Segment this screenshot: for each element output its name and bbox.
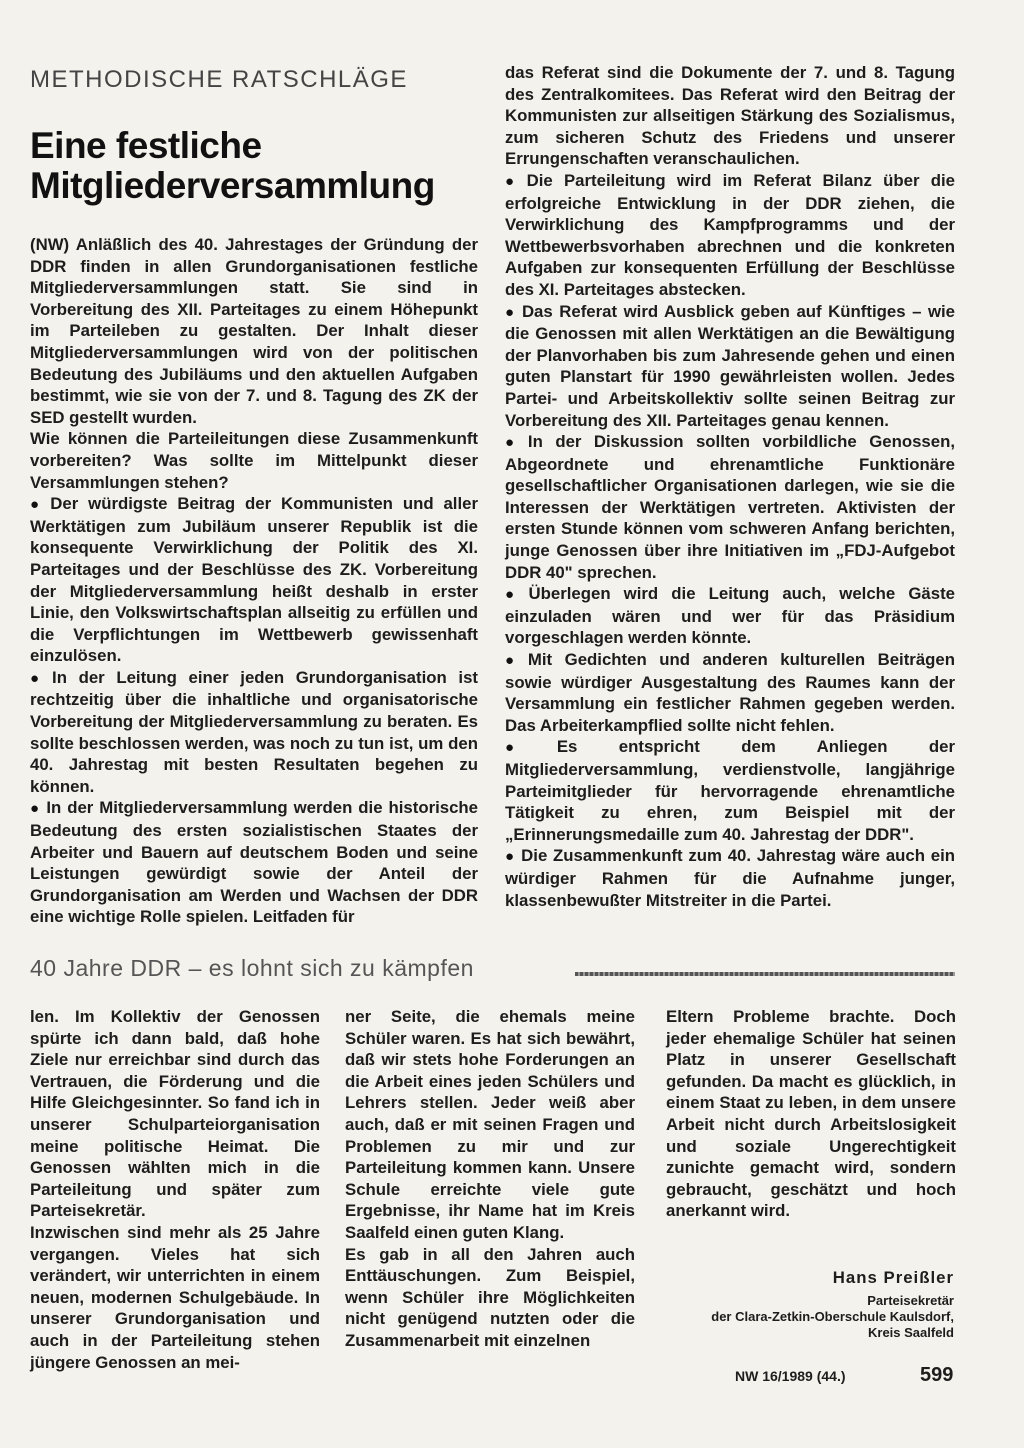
bullet-icon: ● [505, 848, 516, 866]
bullet-icon: ● [30, 800, 41, 818]
bullet-icon: ● [505, 172, 521, 190]
section-title: 40 Jahre DDR – es lohnt sich zu kämpfen [30, 955, 484, 982]
author-role [666, 1293, 954, 1341]
author-name: Hans Preißler [832, 1268, 954, 1287]
bullet-icon: ● [30, 669, 47, 687]
bullet-paragraph [505, 170, 955, 301]
bullet-icon: ● [505, 739, 551, 757]
author-role-line: Kreis Saalfeld [868, 1325, 954, 1340]
bullet-icon: ● [505, 652, 522, 670]
story-paragraph: len. Im Kollektiv der Genossen spürte ich dann bald, daß hohe Ziele nur erreichbar sind durch das Vertrauen, die Förderung und die Hilfe Gleichgesinnter. So fand ich in unserer Schulparteiorganisation meine politische Heimat. Die Genossen wählten mich in die Parteileitung und später zum Parteisekretär. [30, 1007, 320, 1221]
story-column-2 [345, 1006, 635, 1352]
source-tag: (NW) [30, 235, 70, 254]
story-paragraph: ner Seite, die ehemals meine Schüler waren. Es hat sich bewährt, daß wir stets hohe Forderungen an die Arbeit eines jeden Schülers und Lehrers stellen. Jeder weiß aber auch, daß er mit seinen Fragen und Problemen zu mir und zur Parteileitung kommen kann. Unsere Schule erreichte viele gute Ergebnisse, ihr Name hat im Kreis Saalfeld einen guten Klang. [345, 1007, 635, 1242]
story-column-1 [30, 1006, 320, 1373]
page-number: 599 [920, 1364, 954, 1386]
issue-reference: NW 16/1989 (44.) [735, 1368, 846, 1384]
bullet-text: Mit Gedichten und anderen kulturellen Beiträgen sowie würdiger Ausgestaltung des Raumes kann der Versammlung ein festlicher Rahmen gegeben werden. Das Arbeiterkampflied sollte nicht fehlen. [505, 650, 955, 735]
bullet-text: In der Diskussion sollten vorbildliche Genossen, Abgeordnete und ehrenamtliche Funktionäre gesellschaftlicher Organisationen darlegen, wie sie die Interessen der Werktätigen vertreten. Aktivisten der ersten Stunde können vom schweren Anfang berichten, junge Genossen über ihre Initiativen im „FDJ-Aufgebot DDR 40" sprechen. [505, 432, 956, 582]
section-header [30, 955, 955, 989]
bullet-paragraph [505, 649, 955, 736]
article-column-right [505, 62, 955, 911]
bullet-paragraph [505, 583, 955, 649]
story-column-3 [666, 1006, 956, 1222]
bullet-icon: ● [505, 303, 516, 321]
bullet-text: In der Leitung einer jeden Grundorganisation ist rechtzeitig über die inhaltliche und organisatorische Vorbereitung der Mitgliederversammlung zu beraten. Es sollte beschlossen werden, was noch zu tun ist, um den 40. Jahrestag mit besten Resultaten begehen zu können. [30, 667, 478, 796]
bullet-icon: ● [505, 434, 522, 452]
section-rule [575, 972, 955, 976]
continuation-paragraph: das Referat sind die Dokumente der 7. und 8. Tagung des Zentralkomitees. Das Referat wird den Beitrag der Kommunisten zur allseitigen Stärkung des Sozialismus, zum sicheren Schutz des Friedens und unserer Errungenschaften veranschaulichen. [505, 63, 955, 169]
author-role-line: Parteisekretär [867, 1293, 954, 1308]
bullet-text: Es entspricht dem Anliegen der Mitgliederversammlung, verdienstvolle, langjährige Parteimitglieder für hervorragende ehrenamtliche Tätigkeit zu ehren, zum Beispiel mit der „Erinnerungsmedaille zum 40. Jahrestag der DDR". [505, 737, 956, 844]
author-role-line: der Clara-Zetkin-Oberschule Kaulsdorf, [711, 1309, 954, 1324]
intro-text: Anläßlich des 40. Jahrestages der Gründung der DDR finden in allen Grundorganisationen festliche Mitgliederversammlungen statt. Sie sind in Vorbereitung des XII. Parteitages zu einem Höhepunkt im Parteileben zu gestalten. Der Inhalt dieser Mitgliederversammlungen wird von der politischen Bedeutung des Jubiläums und den aktuellen Aufgaben bestimmt, wie sie von der 7. und 8. Tagung des ZK der SED gestellt wurden. [30, 235, 478, 427]
bullet-text: Das Referat wird Ausblick geben auf Künftiges – wie die Genossen mit allen Werktätigen an die Bewältigung der Planvorhaben bis zum Jahresende gehen und einen guten Planstart für 1990 gewährleisten wollen. Jedes Partei- und Arbeitskollektiv sollte seinen Beitrag zur Vorbereitung des XII. Parteitages genau kennen. [505, 301, 955, 430]
question-paragraph: Wie können die Parteileitungen diese Zusammenkunft vorbereiten? Was sollte im Mittelpunkt dieser Versammlungen stehen? [30, 429, 478, 492]
article-column-left [30, 234, 478, 928]
bullet-paragraph [505, 736, 955, 845]
bullet-paragraph [505, 845, 955, 911]
bullet-icon: ● [505, 586, 523, 604]
section-kicker: METHODISCHE RATSCHLÄGE [30, 66, 408, 93]
bullet-text: Überlegen wird die Leitung auch, welche Gäste einzuladen wären und wer für das Präsidium vorgeschlagen werden könnte. [505, 584, 955, 648]
bullet-text: In der Mitgliederversammlung werden die historische Bedeutung des ersten sozialistischen Staates der Arbeiter und Bauern auf deutschem Boden und seine Leistungen gewürdigt sowie der Anteil der Grundorganisation am Werden und Wachsen der DDR eine wichtige Rolle spielen. Leitfaden für [30, 798, 479, 927]
bullet-text: Die Zusammenkunft zum 40. Jahrestag wäre auch ein würdiger Rahmen für die Aufnahme junger, klassenbewußter Mitstreiter in die Partei. [505, 846, 955, 910]
bullet-icon: ● [30, 496, 45, 514]
story-paragraph: Es gab in all den Jahren auch Enttäuschungen. Zum Beispiel, wenn Schüler ihre Möglichkeiten nicht genügend nutzten oder die Zusammenarbeit mit einzelnen [345, 1244, 635, 1350]
bullet-paragraph [505, 301, 955, 432]
bullet-paragraph [505, 431, 955, 583]
story-paragraph: Inzwischen sind mehr als 25 Jahre vergangen. Vieles hat sich verändert, wir unterrichten in einem neuen, modernen Schulgebäude. In unserer Grundorganisation und auch in der Parteileitung stehen jüngere Genossen an mei- [30, 1222, 320, 1372]
headline-line-1: Eine festliche [30, 125, 262, 166]
story-paragraph: Eltern Probleme brachte. Doch jeder ehemalige Schüler hat seinen Platz in unserer Gesellschaft gefunden. Da macht es glücklich, in einem Staat zu leben, in dem unsere Arbeit nicht durch Arbeitslosigkeit und soziale Ungerechtigkeit zunichte gemacht wird, sondern gebraucht, geschätzt und hoch anerkannt wird. [666, 1007, 956, 1221]
bullet-paragraph [30, 493, 478, 667]
bullet-text: Der würdigste Beitrag der Kommunisten und aller Werktätigen zum Jubiläum unserer Republik ist die konsequente Verwirklichung der Politik des XI. Parteitages und der Beschlüsse des ZK. Vorbereitung der Mitgliederversammlung heißt deshalb in erster Linie, den Volkswirtschaftsplan allseitig zu erfüllen und die Verpflichtungen im Wettbewerb gewissenhaft einzulösen. [30, 494, 478, 666]
bullet-paragraph [30, 667, 478, 798]
bullet-paragraph [30, 797, 478, 928]
article-headline [30, 126, 470, 206]
intro-paragraph [30, 234, 478, 428]
bullet-text: Die Parteileitung wird im Referat Bilanz über die erfolgreiche Entwicklung in der DDR ziehen, die Verwirklichung des Kampfprogramms und der Wettbewerbsvorhaben abrechnen und die konkreten Aufgaben zur konsequenten Erfüllung der Beschlüsse des XI. Parteitages abstecken. [505, 170, 955, 299]
headline-line-2: Mitgliederversammlung [30, 165, 435, 206]
